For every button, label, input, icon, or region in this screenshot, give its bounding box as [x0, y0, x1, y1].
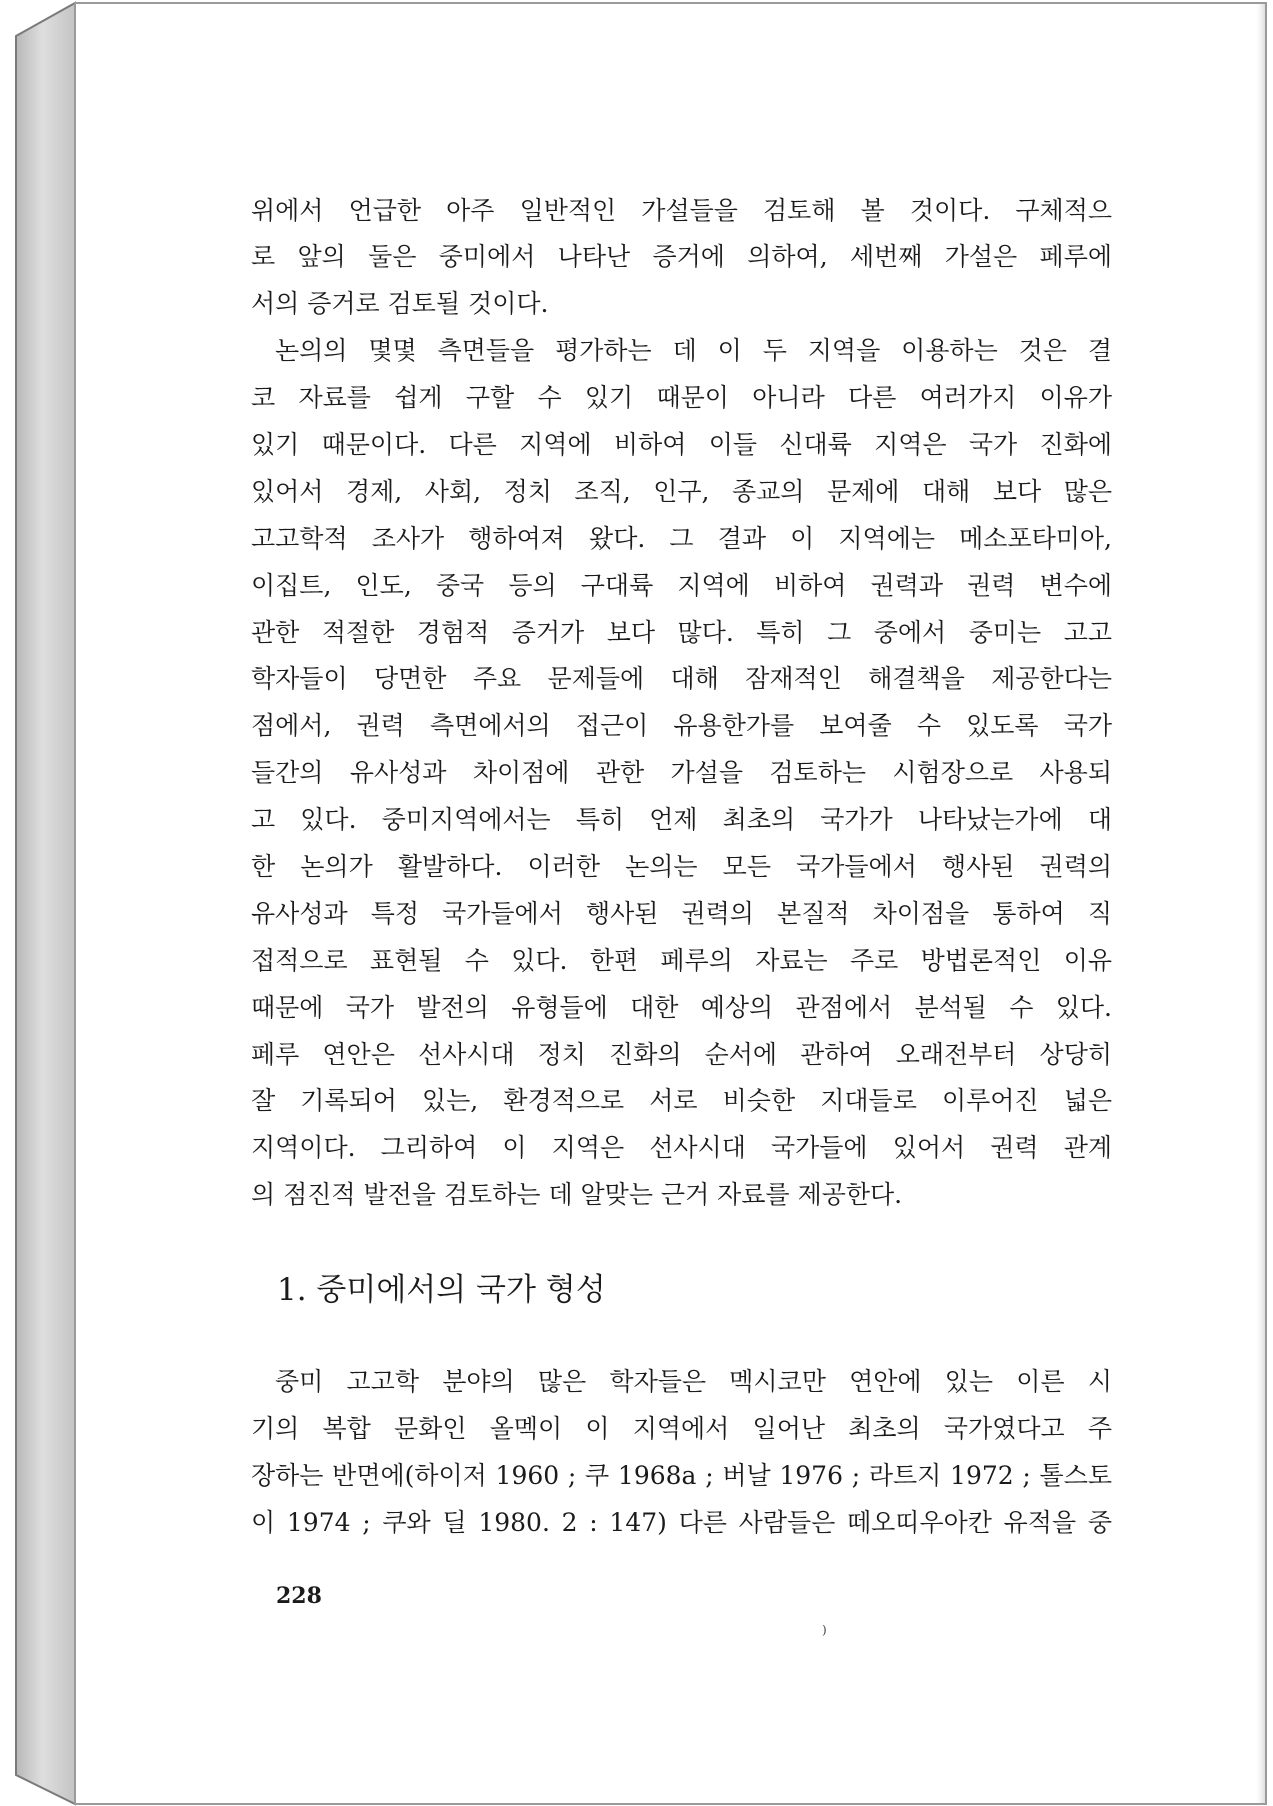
paragraph [251, 1359, 1112, 1547]
text-line: 잘 기록되어 있는, 환경적으로 서로 비슷한 지대들로 이루어진 넓은 [251, 1086, 1112, 1116]
text-line: 유사성과 특정 국가들에서 행사된 권력의 본질적 차이점을 통하여 직 [251, 898, 1112, 928]
text-line: 들간의 유사성과 차이점에 관한 가설을 검토하는 시험장으로 사용되 [251, 758, 1112, 788]
text-line: 장하는 반면에(하이저 1960 ; 쿠 1968a ; 버날 1976 ; 라트지 1972 ; 톨스토 [251, 1460, 1112, 1490]
text-line: 있기 때문이다. 다른 지역에 비하여 이들 신대륙 지역은 국가 진화에 [251, 429, 1112, 459]
text-line: 이 1974 ; 쿠와 딜 1980. 2 : 147) 다른 사람들은 떼오띠우아칸 유적을 중 [251, 1507, 1112, 1537]
scan-mark: ) [822, 1623, 827, 1637]
text-line: 고고학적 조사가 행하여져 왔다. 그 결과 이 지역에는 메소포타미아, [251, 523, 1112, 553]
book-spine [16, 3, 75, 1804]
text-line: 점에서, 권력 측면에서의 접근이 유용한가를 보여줄 수 있도록 국가 [251, 711, 1112, 741]
text-line: 접적으로 표현될 수 있다. 한편 페루의 자료는 주로 방법론적인 이유 [251, 945, 1112, 975]
page-number: 228 [276, 1583, 322, 1609]
text-line: 로 앞의 둘은 중미에서 나타난 증거에 의하여, 세번째 가설은 페루에 [251, 242, 1112, 272]
paragraph [251, 328, 1112, 1219]
text-line: 있어서 경제, 사회, 정치 조직, 인구, 종교의 문제에 대해 보다 많은 [251, 476, 1112, 506]
text-line: 중미 고고학 분야의 많은 학자들은 멕시코만 연안에 있는 이른 시 [275, 1367, 1112, 1396]
text-line: 위에서 언급한 아주 일반적인 가설들을 검토해 볼 것이다. 구체적으 [251, 195, 1112, 225]
text-line: 이집트, 인도, 중국 등의 구대륙 지역에 비하여 권력과 권력 변수에 [251, 570, 1112, 600]
page-edge-shade [1254, 4, 1265, 1803]
text-line: 페루 연안은 선사시대 정치 진화의 순서에 관하여 오래전부터 상당히 [251, 1039, 1112, 1069]
text-line: 코 자료를 쉽게 구할 수 있기 때문이 아니라 다른 여러가지 이유가 [251, 383, 1112, 413]
text-line: 기의 복합 문화인 올멕이 이 지역에서 일어난 최초의 국가였다고 주 [251, 1413, 1112, 1443]
text-line: 논의의 몇몇 측면들을 평가하는 데 이 두 지역을 이용하는 것은 결 [275, 336, 1112, 366]
text-line: 고 있다. 중미지역에서는 특히 언제 최초의 국가가 나타났는가에 대 [251, 805, 1112, 835]
text-line: 지역이다. 그리하여 이 지역은 선사시대 국가들에 있어서 권력 관계 [251, 1133, 1112, 1163]
text-line: 한 논의가 활발하다. 이러한 논의는 모든 국가들에서 행사된 권력의 [251, 851, 1112, 881]
text-line: 때문에 국가 발전의 유형들에 대한 예상의 관점에서 분석될 수 있다. [251, 992, 1112, 1022]
section-heading: 1. 중미에서의 국가 형성 [277, 1272, 606, 1308]
text-line: 관한 적절한 경험적 증거가 보다 많다. 특히 그 중에서 중미는 고고 [251, 617, 1112, 647]
text-line: 의 점진적 발전을 검토하는 데 알맞는 근거 자료를 제공한다. [251, 1180, 903, 1210]
paragraph [251, 188, 1112, 329]
text-line: 학자들이 당면한 주요 문제들에 대해 잠재적인 해결책을 제공한다는 [251, 664, 1112, 694]
text-line: 서의 증거로 검토될 것이다. [251, 289, 549, 319]
